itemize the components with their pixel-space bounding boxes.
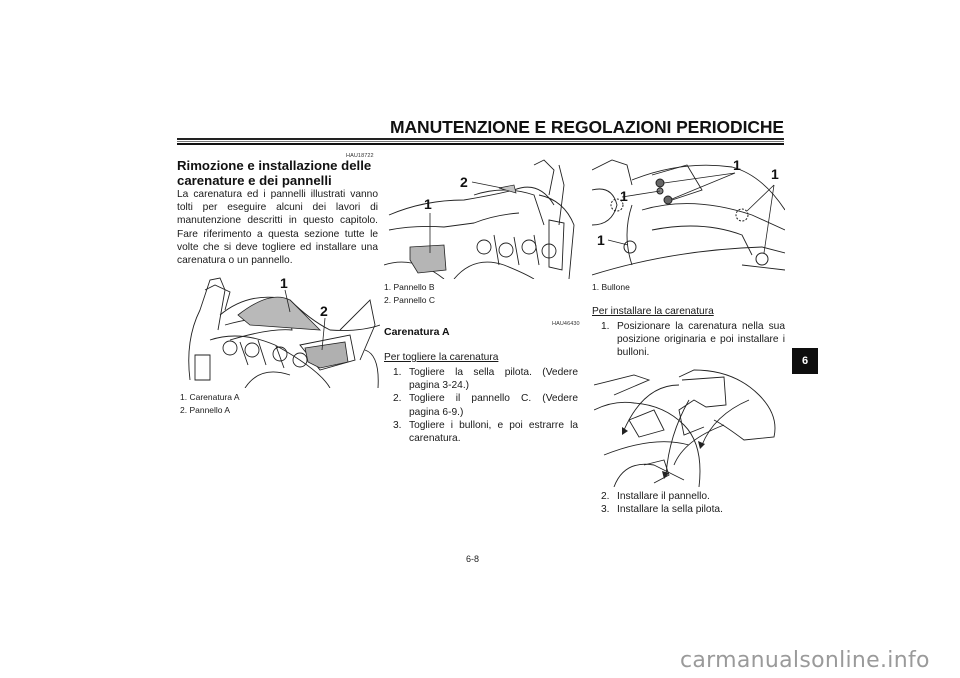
step-text: Installare il pannello. [617, 491, 710, 502]
step-item [393, 419, 578, 445]
step-item [601, 503, 785, 516]
page-number: 6-8 [466, 554, 480, 564]
procedure-heading: Per togliere la carenatura [384, 352, 499, 363]
motorcycle-illustration-icon [384, 155, 580, 279]
caption-item: 1. Carenatura A [180, 392, 240, 402]
step-number: 1. [601, 321, 610, 332]
figure-caption [592, 281, 630, 294]
figure-bolts [592, 155, 785, 280]
callout-label: 1 [280, 275, 288, 291]
figure-fairing-a [180, 270, 380, 388]
caption-item: 1. Bullone [592, 282, 630, 292]
step-text: Installare la sella pilota. [617, 504, 723, 516]
step-number: 2. [393, 393, 402, 405]
callout-label: 1 [620, 188, 628, 204]
callout-label: 2 [460, 174, 468, 190]
section-heading-line: Rimozione e installazione delle [177, 158, 372, 173]
fairing-bolts-illustration-icon [592, 155, 785, 280]
page-header-title: MANUTENZIONE E REGOLAZIONI PERIODICHE [390, 117, 784, 137]
step-text: Togliere i bulloni, e poi estrarre la carenatura. [409, 419, 578, 445]
install-steps-part1 [601, 320, 785, 360]
step-number: 1. [393, 367, 402, 378]
step-item [393, 366, 578, 392]
header-rule [177, 141, 784, 142]
step-text: Togliere il pannello C. (Vedere pagina 6-9.) [409, 393, 578, 418]
watermark-text: carmanualsonline.info [680, 648, 930, 673]
figure-caption [384, 281, 435, 306]
intro-paragraph: La carenatura ed i pannelli illustrati vanno tolti per eseguire alcuni dei lavori di manutenzione descritti in questo capitolo. Fare riferimento a questa sezione tutte le volte che si deve togliere ed installare una carenatura o un pannello. [177, 189, 378, 267]
callout-label: 1 [424, 196, 432, 212]
fairing-install-illustration-icon [594, 365, 784, 487]
caption-item: 2. Pannello A [180, 404, 231, 415]
subsection-heading: Carenatura A [384, 326, 450, 338]
step-item [601, 320, 785, 360]
reference-code: HAU18722 [346, 153, 374, 159]
section-heading-line: carenature e dei pannelli [177, 173, 332, 188]
header-rule [177, 138, 784, 140]
motorcycle-illustration-icon [180, 270, 380, 388]
caption-item: 1. Pannello B [384, 282, 435, 292]
callout-label: 1 [597, 232, 605, 248]
step-number: 3. [393, 419, 402, 431]
section-heading [177, 158, 371, 188]
figure-panels-b-c [384, 155, 580, 279]
step-item [601, 490, 785, 503]
reference-code: HAU46430 [552, 321, 580, 327]
step-number: 2. [601, 491, 610, 502]
step-text: Posizionare la carenatura nella sua posizione originaria e poi installare i bulloni. [617, 321, 785, 359]
caption-item: 2. Pannello C [384, 294, 436, 305]
step-item [393, 392, 578, 418]
step-number: 3. [601, 504, 610, 516]
callout-label: 1 [771, 166, 779, 182]
step-text: Togliere la sella pilota. (Vedere pagina 3-24.) [409, 367, 578, 392]
callout-label: 2 [320, 303, 328, 319]
install-steps-part2 [601, 490, 785, 516]
callout-label: 1 [733, 157, 741, 173]
header-rule [177, 143, 784, 145]
figure-install-fairing [594, 365, 784, 487]
figure-caption [180, 391, 240, 416]
removal-steps [393, 366, 578, 445]
chapter-tab: 6 [792, 348, 818, 374]
procedure-heading: Per installare la carenatura [592, 306, 714, 317]
